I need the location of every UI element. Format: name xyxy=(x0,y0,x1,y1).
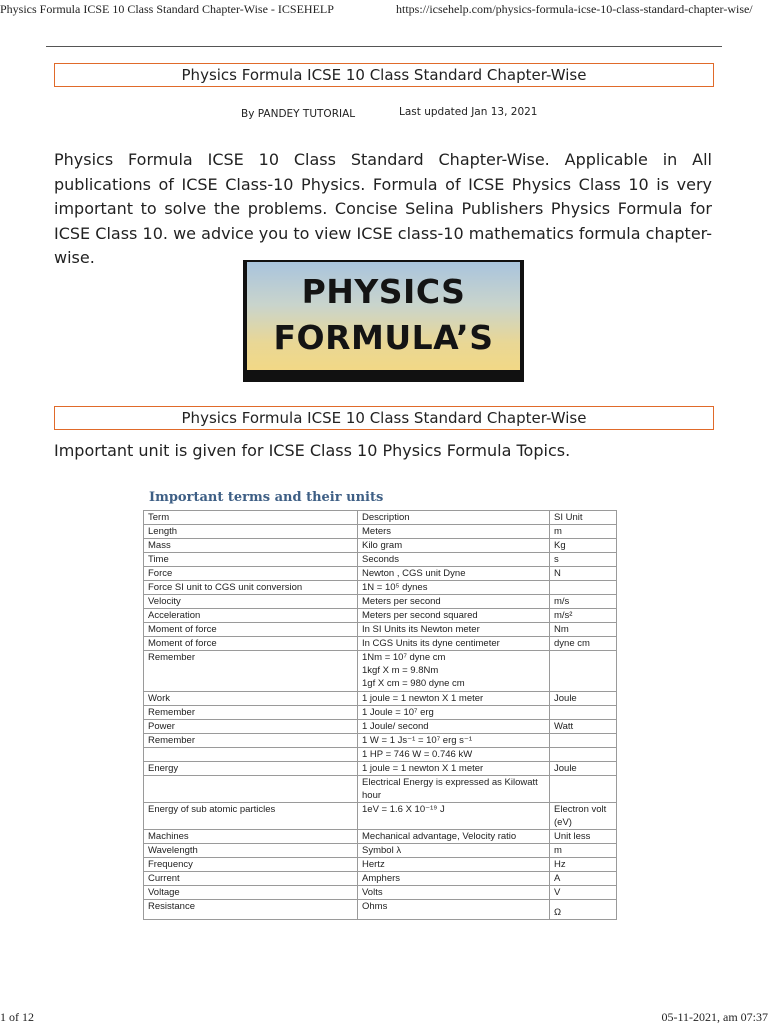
term-cell: Time xyxy=(144,553,358,567)
table-row xyxy=(144,651,617,692)
si-unit-cell: m/s² xyxy=(550,609,617,623)
table-row xyxy=(144,762,617,776)
description-cell: 1 HP = 746 W = 0.746 kW xyxy=(358,748,550,762)
si-unit-cell: Joule xyxy=(550,692,617,706)
print-page-title: Physics Formula ICSE 10 Class Standard Chapter-Wise - ICSEHELP xyxy=(0,2,334,16)
description-cell: Hertz xyxy=(358,858,550,872)
si-unit-cell: m xyxy=(550,844,617,858)
article-title: Physics Formula ICSE 10 Class Standard Chapter-Wise xyxy=(54,63,714,87)
si-unit-cell: Unit less xyxy=(550,830,617,844)
term-cell: Voltage xyxy=(144,886,358,900)
description-cell: 1 joule = 1 newton X 1 meter xyxy=(358,762,550,776)
print-footer xyxy=(0,1010,768,1024)
term-cell: Remember xyxy=(144,706,358,720)
term-cell: Moment of force xyxy=(144,637,358,651)
description-cell: Mechanical advantage, Velocity ratio xyxy=(358,830,550,844)
si-unit-cell xyxy=(550,651,617,692)
si-unit-cell: A xyxy=(550,872,617,886)
si-unit-cell: m/s xyxy=(550,595,617,609)
table-row xyxy=(144,776,617,803)
term-cell: Resistance xyxy=(144,900,358,920)
description-cell: 1N = 10⁵ dynes xyxy=(358,581,550,595)
table-row xyxy=(144,886,617,900)
term-cell: Energy xyxy=(144,762,358,776)
si-unit-cell xyxy=(550,776,617,803)
banner-line-1: PHYSICS xyxy=(301,272,466,311)
term-cell: Remember xyxy=(144,651,358,692)
term-cell: Length xyxy=(144,525,358,539)
description-cell: 1Nm = 10⁷ dyne cm 1kgf X m = 9.8Nm 1gf X cm = 980 dyne cm xyxy=(358,651,550,692)
table-row xyxy=(144,734,617,748)
si-unit-cell xyxy=(550,748,617,762)
description-cell: Ohms xyxy=(358,900,550,920)
term-cell: Energy of sub atomic particles xyxy=(144,803,358,830)
description-cell: Amphers xyxy=(358,872,550,886)
si-unit-cell: SI Unit xyxy=(550,511,617,525)
description-cell: Electrical Energy is expressed as Kilowatt hour xyxy=(358,776,550,803)
description-cell: Description xyxy=(358,511,550,525)
term-cell: Current xyxy=(144,872,358,886)
si-unit-cell: m xyxy=(550,525,617,539)
si-unit-cell xyxy=(550,581,617,595)
description-cell: Volts xyxy=(358,886,550,900)
term-cell xyxy=(144,748,358,762)
term-cell: Moment of force xyxy=(144,623,358,637)
term-cell: Frequency xyxy=(144,858,358,872)
units-table-title: Important terms and their units xyxy=(149,490,384,505)
term-cell: Work xyxy=(144,692,358,706)
last-updated: Last updated Jan 13, 2021 xyxy=(399,106,538,118)
si-unit-cell: Ω xyxy=(550,900,617,920)
si-unit-cell: Nm xyxy=(550,623,617,637)
table-row xyxy=(144,539,617,553)
table-row xyxy=(144,637,617,651)
description-cell: Newton , CGS unit Dyne xyxy=(358,567,550,581)
term-cell: Term xyxy=(144,511,358,525)
si-unit-cell: N xyxy=(550,567,617,581)
description-cell: Kilo gram xyxy=(358,539,550,553)
table-row xyxy=(144,581,617,595)
term-cell: Wavelength xyxy=(144,844,358,858)
table-row xyxy=(144,525,617,539)
term-cell: Remember xyxy=(144,734,358,748)
table-row xyxy=(144,830,617,844)
table-header-row xyxy=(144,511,617,525)
term-cell: Machines xyxy=(144,830,358,844)
description-cell: 1 joule = 1 newton X 1 meter xyxy=(358,692,550,706)
si-unit-cell: Joule xyxy=(550,762,617,776)
author-link[interactable]: By PANDEY TUTORIAL xyxy=(241,108,356,120)
table-row xyxy=(144,900,617,920)
description-cell: 1eV = 1.6 X 10⁻¹⁹ J xyxy=(358,803,550,830)
table-row xyxy=(144,844,617,858)
si-unit-cell: Hz xyxy=(550,858,617,872)
description-cell: Seconds xyxy=(358,553,550,567)
table-row xyxy=(144,872,617,886)
si-unit-cell: V xyxy=(550,886,617,900)
page-number: 1 of 12 xyxy=(0,1010,34,1024)
term-cell: Mass xyxy=(144,539,358,553)
description-cell: Meters per second squared xyxy=(358,609,550,623)
description-cell: Meters xyxy=(358,525,550,539)
table-row xyxy=(144,803,617,830)
header-divider xyxy=(46,46,722,47)
table-row xyxy=(144,720,617,734)
si-unit-cell: Electron volt (eV) xyxy=(550,803,617,830)
term-cell xyxy=(144,776,358,803)
intro-paragraph: Physics Formula ICSE 10 Class Standard Chapter-Wise. Applicable in All publications of ICSE Class-10 Physics. Formula of ICSE Physics Class 10 is very important to solve the problems. Concise Selina Publishers Physics Formula for ICSE Class 10. we advice you to view ICSE class-10 mathematics formula chapter-wise. xyxy=(54,150,712,267)
section-title: Physics Formula ICSE 10 Class Standard Chapter-Wise xyxy=(54,406,714,430)
term-cell: Acceleration xyxy=(144,609,358,623)
si-unit-cell xyxy=(550,706,617,720)
term-cell: Power xyxy=(144,720,358,734)
units-intro: Important unit is given for ICSE Class 10 Physics Formula Topics. xyxy=(54,441,571,460)
units-table xyxy=(143,510,617,920)
term-cell: Velocity xyxy=(144,595,358,609)
physics-formula-banner-image xyxy=(243,260,524,382)
table-row xyxy=(144,706,617,720)
description-cell: In CGS Units its dyne centimeter xyxy=(358,637,550,651)
banner-line-2: FORMULA’S xyxy=(273,318,494,357)
si-unit-cell xyxy=(550,734,617,748)
term-cell: Force SI unit to CGS unit conversion xyxy=(144,581,358,595)
table-row xyxy=(144,609,617,623)
description-cell: 1 Joule = 10⁷ erg xyxy=(358,706,550,720)
table-row xyxy=(144,748,617,762)
table-row xyxy=(144,553,617,567)
term-cell: Force xyxy=(144,567,358,581)
table-row xyxy=(144,567,617,581)
description-cell: 1 Joule/ second xyxy=(358,720,550,734)
si-unit-cell: Kg xyxy=(550,539,617,553)
print-header xyxy=(0,2,768,18)
si-unit-cell: Watt xyxy=(550,720,617,734)
table-row xyxy=(144,858,617,872)
table-row xyxy=(144,623,617,637)
description-cell: 1 W = 1 Js⁻¹ = 10⁷ erg s⁻¹ xyxy=(358,734,550,748)
table-row xyxy=(144,692,617,706)
print-datetime: 05-11-2021, am 07:37 xyxy=(661,1010,768,1024)
si-unit-cell: dyne cm xyxy=(550,637,617,651)
description-cell: Symbol λ xyxy=(358,844,550,858)
si-unit-cell: s xyxy=(550,553,617,567)
description-cell: Meters per second xyxy=(358,595,550,609)
description-cell: In SI Units its Newton meter xyxy=(358,623,550,637)
print-url: https://icsehelp.com/physics-formula-icse-10-class-standard-chapter-wise/ xyxy=(396,2,753,16)
table-row xyxy=(144,595,617,609)
